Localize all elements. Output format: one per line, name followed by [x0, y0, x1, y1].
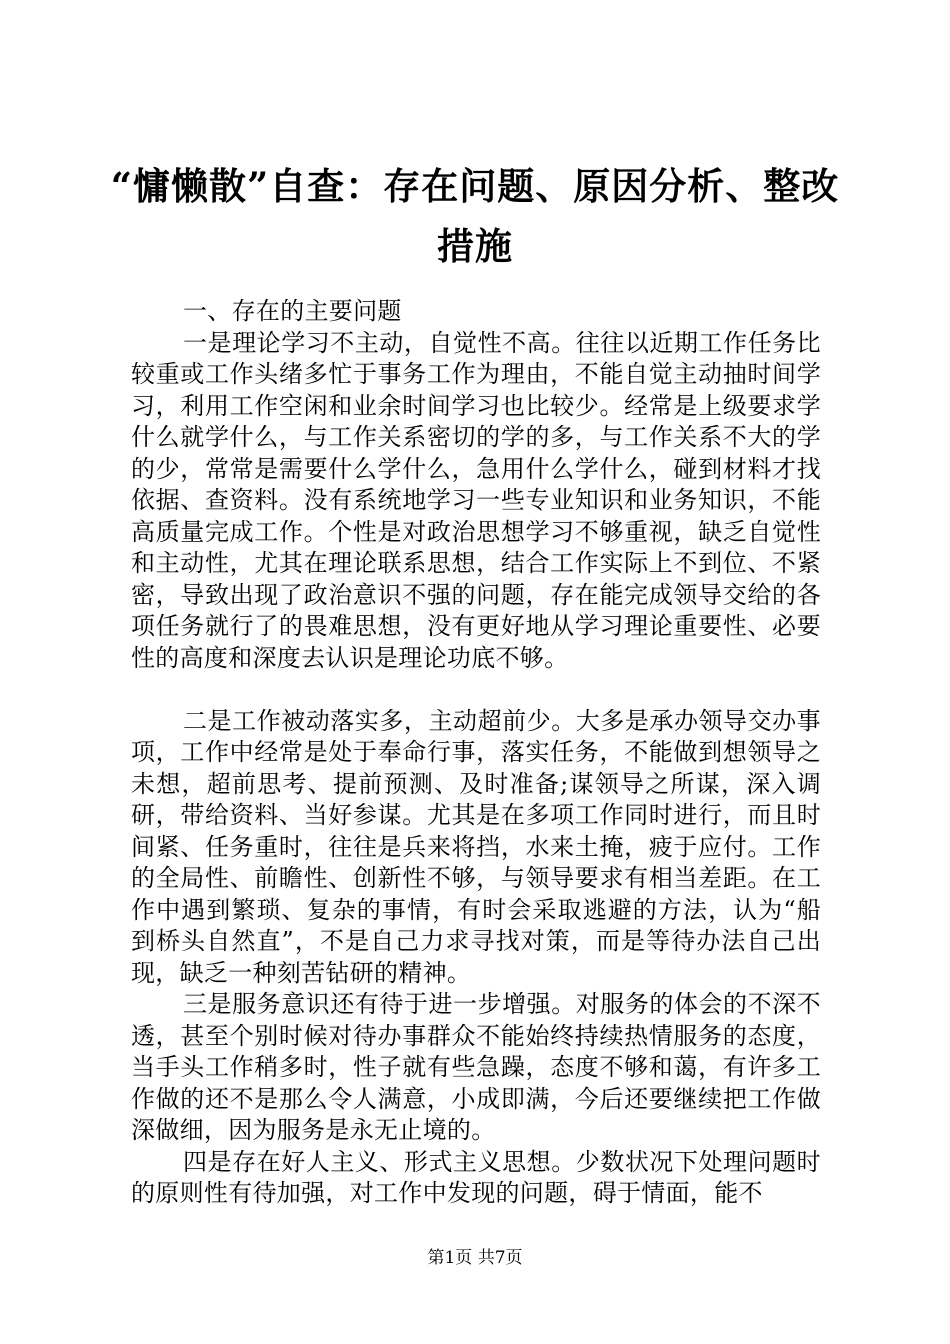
paragraph-4: 四是存在好人主义、形式主义思想。少数状况下处理问题时的原则性有待加强，对工作中发现的问题，碍于情面，能不	[131, 1147, 821, 1207]
document-body	[131, 296, 821, 1210]
paragraph-3: 三是服务意识还有待于进一步增强。对服务的体会的不深不透，甚至个别时候对待办事群众不能始终持续热情服务的态度，当手头工作稍多时，性子就有些急躁，态度不够和蔼，有许多工作做的还不是那么令人满意，小成即满，今后还要继续把工作做深做细，因为服务是永无止境的。	[131, 990, 821, 1144]
paragraph-2: 二是工作被动落实多，主动超前少。大多是承办领导交办事项，工作中经常是处于奉命行事，落实任务，不能做到想领导之未想，超前思考、提前预测、及时准备;谋领导之所谋，深入调研，带给资料、当好参谋。尤其是在多项工作同时进行，而且时间紧、任务重时，往往是兵来将挡，水来土掩，疲于应付。工作的全局性、前瞻性、创新性不够，与领导要求有相当差距。在工作中遇到繁琐、复杂的事情，有时会采取逃避的方法，认为“船到桥头自然直”，不是自己力求寻找对策，而是等待办法自己出现，缺乏一种刻苦钻研的精神。	[131, 706, 821, 987]
section-heading: 一、存在的主要问题	[183, 297, 402, 325]
document-title: “慵懒散”自查：存在问题、原因分析、整改措施	[110, 164, 840, 268]
page-footer: 第1页 共7页	[427, 1248, 523, 1268]
paragraph-1: 一是理论学习不主动，自觉性不高。往往以近期工作任务比较重或工作头绪多忙于事务工作为理由，不能自觉主动抽时间学习，利用工作空闲和业余时间学习也比较少。经常是上级要求学什么就学什么，与工作关系密切的学的多，与工作关系不大的学的少，常常是需要什么学什么，急用什么学什么，碰到材料才找依据、查资料。没有系统地学习一些专业知识和业务知识，不能高质量完成工作。个性是对政治思想学习不够重视，缺乏自觉性和主动性，尤其在理论联系思想，结合工作实际上不到位、不紧密，导致出现了政治意识不强的问题，存在能完成领导交给的各项任务就行了的畏难思想，没有更好地从学习理论重要性、必要性的高度和深度去认识是理论功底不够。	[131, 328, 821, 672]
